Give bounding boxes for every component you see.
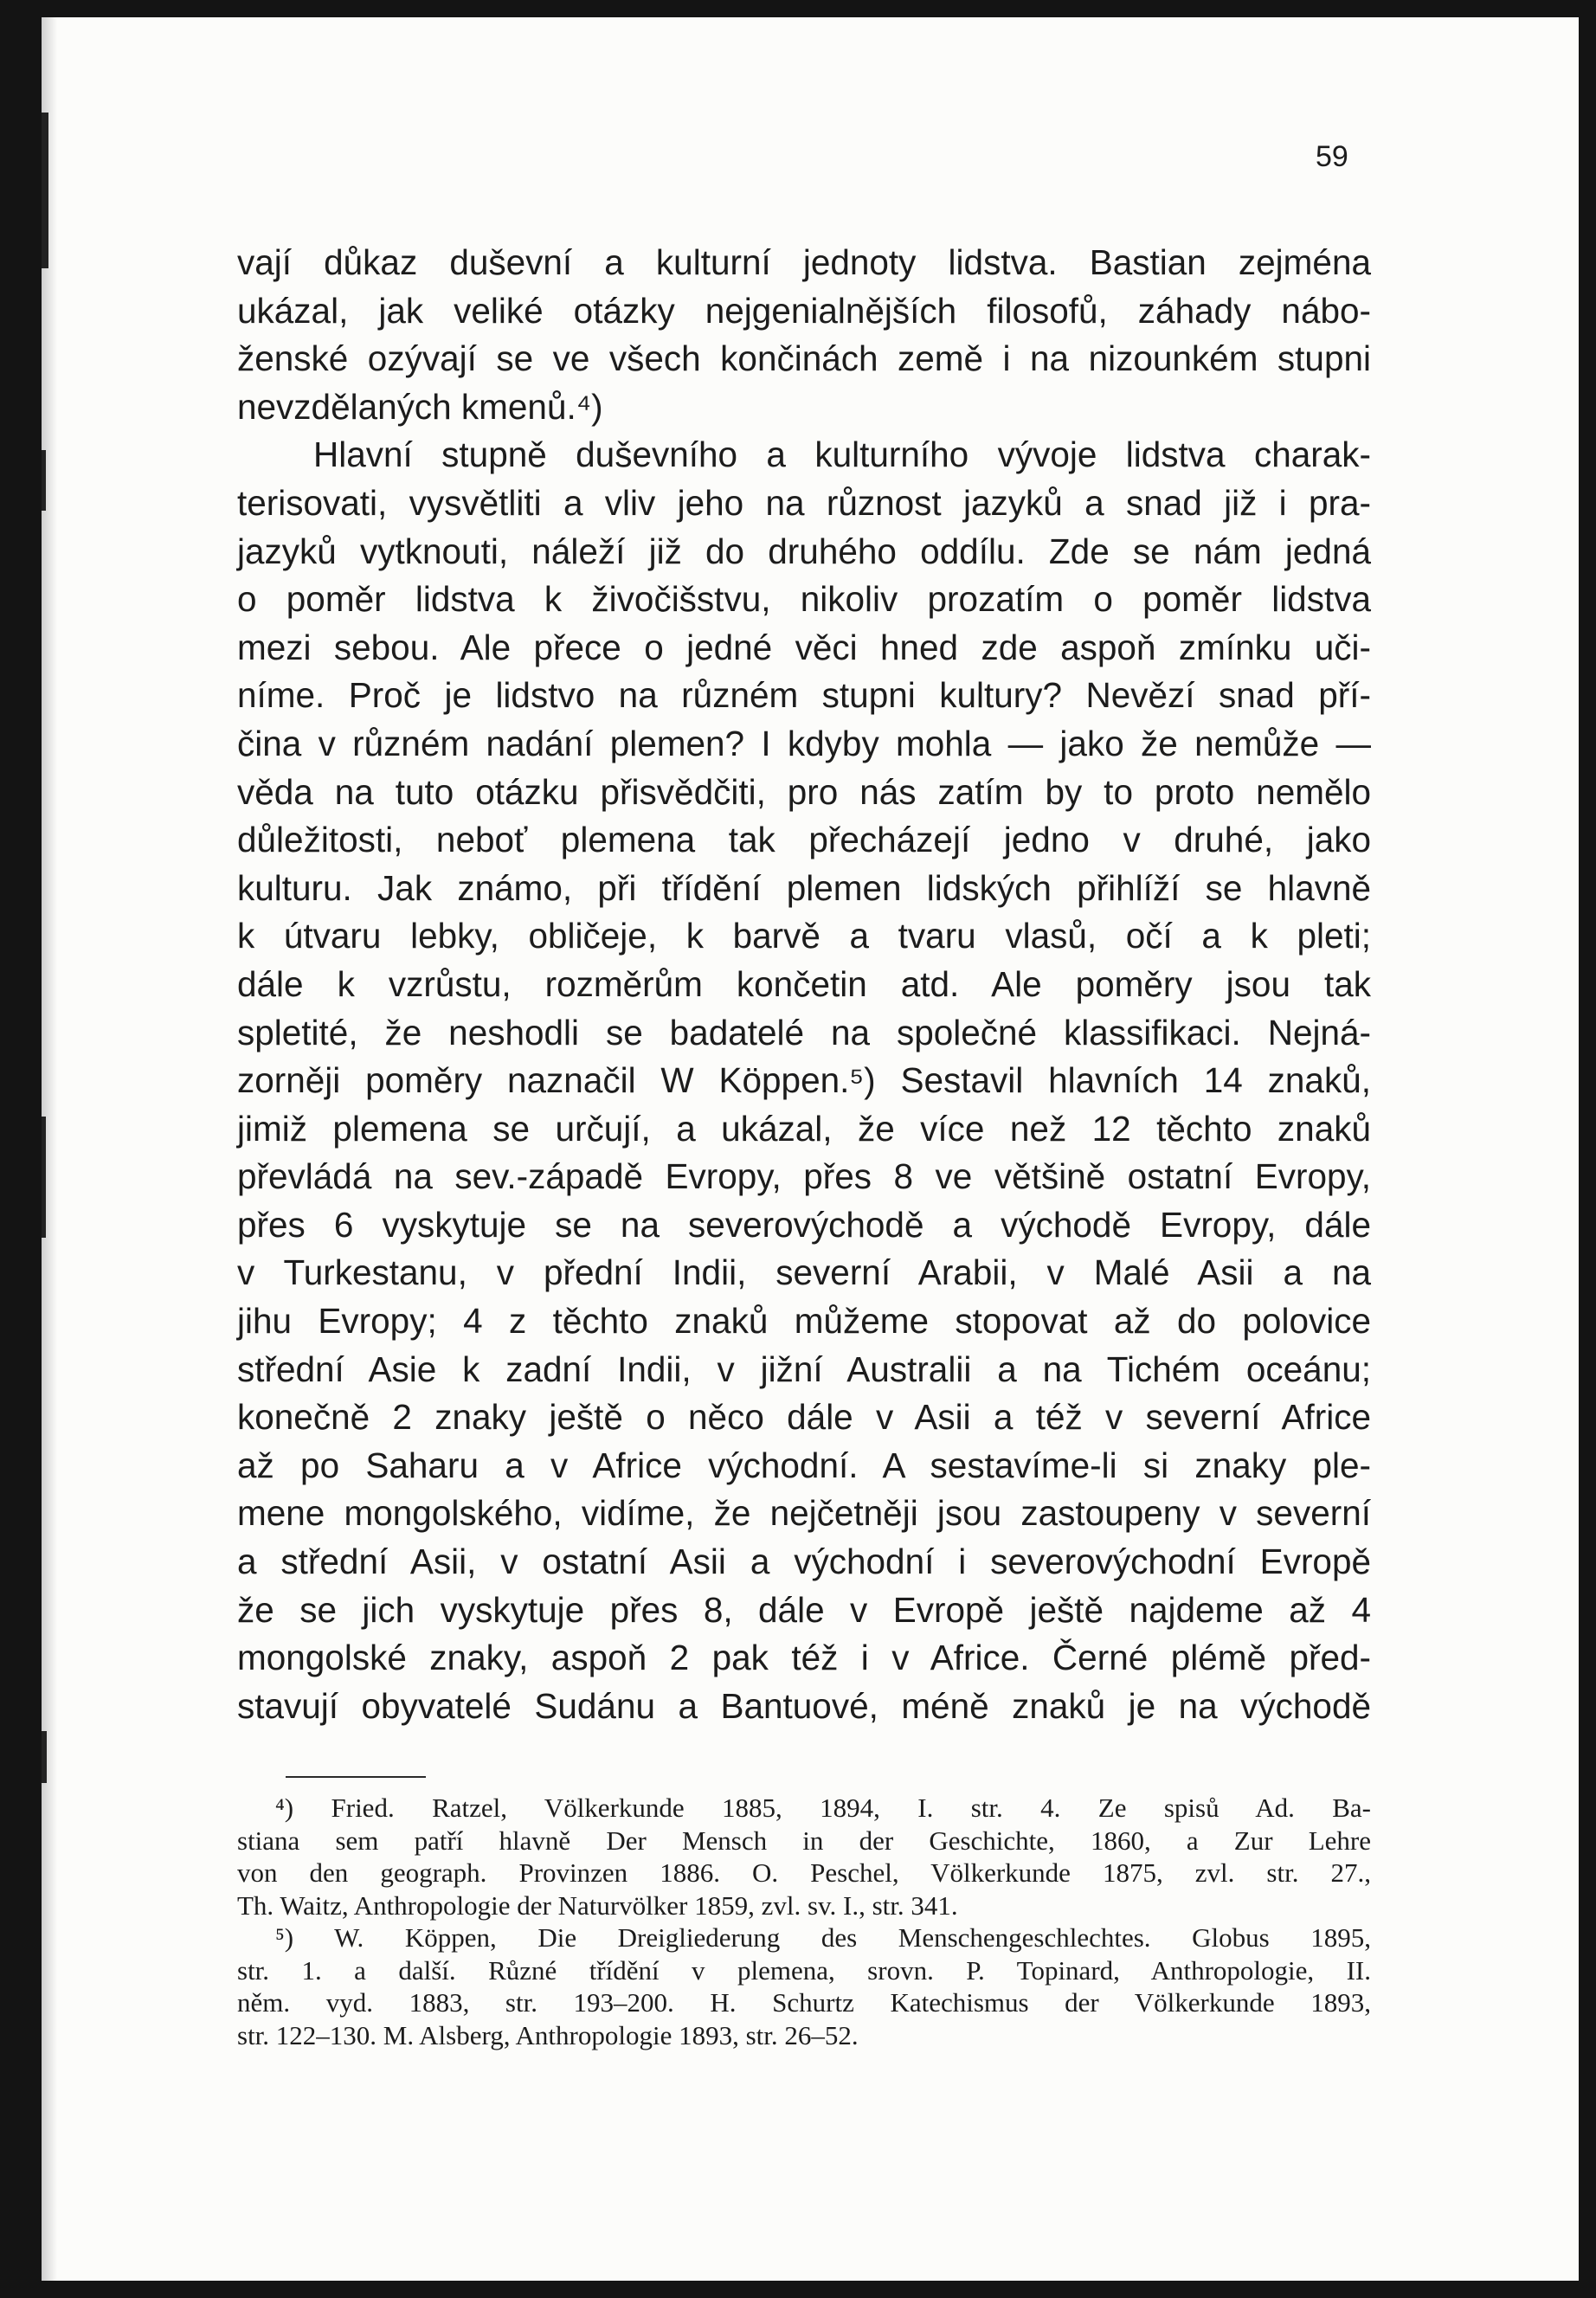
text-line: střední Asie k zadní Indii, v jižní Australii a na Tichém oceánu; [237, 1349, 1371, 1389]
text-line: přes 6 vyskytuje se na severovýchodě a východě Evropy, dále [237, 1204, 1371, 1245]
margin-mark [42, 1731, 47, 1783]
text-line: konečně 2 znaky ještě o něco dále v Asii a též v severní Africe [237, 1397, 1371, 1438]
margin-mark [42, 450, 46, 511]
text-line: jihu Evropy; 4 z těchto znaků můžeme stopovat až do polovice [237, 1301, 1371, 1342]
text-line: čina v různém nadání plemen? I kdyby mohla — jako že nemůže — [237, 723, 1371, 763]
text-line: že se jich vyskytuje přes 8, dále v Evropě ještě najdeme až 4 [237, 1589, 1371, 1630]
text-line: spletité, že neshodli se badatelé na společné klassifikaci. Nejná- [237, 1012, 1371, 1052]
footnote-rule [286, 1776, 426, 1778]
footnote-line: Th. Waitz, Anthropologie der Naturvölker 1859, zvl. sv. I., str. 341. [237, 1889, 958, 1921]
text-line: vají důkaz duševní a kulturní jednoty lidstva. Bastian zejména [237, 242, 1371, 282]
book-page [42, 17, 1579, 2281]
text-line: věda na tuto otázku přisvědčiti, pro nás zatím by to proto nemělo [237, 771, 1371, 812]
text-line: mongolské znaky, aspoň 2 pak též i v Africe. Černé plémě před- [237, 1638, 1371, 1678]
footnote-line: ⁵) W. Köppen, Die Dreigliederung des Menschengeschlechtes. Globus 1895, [275, 1922, 1371, 1953]
text-line: dále k vzrůstu, rozměrům končetin atd. Ale poměry jsou tak [237, 963, 1371, 1004]
text-line: jimiž plemena se určují, a ukázal, že více než 12 těchto znaků [237, 1108, 1371, 1149]
footnote-line: něm. vyd. 1883, str. 193–200. H. Schurtz Katechismus der Völkerkunde 1893, [237, 1987, 1371, 2018]
text-line: a střední Asii, v ostatní Asii a východní i severovýchodní Evropě [237, 1542, 1371, 1582]
footnotes [237, 1792, 1371, 2051]
margin-mark [42, 1117, 46, 1238]
footnote-line: ⁴) Fried. Ratzel, Völkerkunde 1885, 1894, I. str. 4. Ze spisů Ad. Ba- [275, 1793, 1371, 1823]
footnote-line: von den geograph. Provinzen 1886. O. Peschel, Völkerkunde 1875, zvl. str. 27., [237, 1857, 1371, 1888]
margin-mark [42, 113, 48, 268]
text-line: převládá na sev.-západě Evropy, přes 8 ve většině ostatní Evropy, [237, 1156, 1371, 1197]
text-line: až po Saharu a v Africe východní. A sestavíme-li si znaky ple- [237, 1445, 1371, 1485]
footnote-line: str. 122–130. M. Alsberg, Anthropologie 1893, str. 26–52. [237, 2019, 859, 2050]
text-line: v Turkestanu, v přední Indii, severní Arabii, v Malé Asii a na [237, 1252, 1371, 1293]
text-line: mene mongolského, vidíme, že nejčetněji jsou zastoupeny v severní [237, 1493, 1371, 1534]
footnote-line: str. 1. a další. Různé třídění v plemena, srovn. P. Topinard, Anthropologie, II. [237, 1954, 1371, 1986]
text-line: mezi sebou. Ale přece o jedné věci hned zde aspoň zmínku uči- [237, 627, 1371, 667]
text-line: Hlavní stupně duševního a kulturního vývoje lidstva charak- [313, 434, 1371, 475]
text-line: jazyků vytknouti, náleží již do druhého oddílu. Zde se nám jedná [237, 531, 1371, 571]
text-line: ukázal, jak veliké otázky nejgenialnějších filosofů, záhady nábo- [237, 290, 1371, 331]
page-number: 59 [1316, 140, 1348, 173]
text-line: stavují obyvatelé Sudánu a Bantuové, méně znaků je na východě [237, 1685, 1371, 1726]
text-line: nevzdělaných kmenů.⁴) [237, 386, 603, 427]
footnote-line: stiana sem patří hlavně Der Mensch in der Geschichte, 1860, a Zur Lehre [237, 1825, 1371, 1856]
text-line: ženské ozývají se ve všech končinách země i na nizounkém stupni [237, 338, 1371, 379]
body-text [237, 239, 1371, 1730]
text-line: níme. Proč je lidstvo na různém stupni kultury? Nevězí snad pří- [237, 675, 1371, 716]
text-line: k útvaru lebky, obličeje, k barvě a tvaru vlasů, očí a k pleti; [237, 916, 1371, 956]
text-line: důležitosti, neboť plemena tak přecházejí jedno v druhé, jako [237, 820, 1371, 860]
text-line: terisovati, vysvětliti a vliv jeho na různost jazyků a snad již i pra- [237, 482, 1371, 523]
text-line: zorněji poměry naznačil W Köppen.⁵) Sestavil hlavních 14 znaků, [237, 1060, 1371, 1101]
text-line: o poměr lidstva k živočišstvu, nikoliv prozatím o poměr lidstva [237, 579, 1371, 620]
text-line: kulturu. Jak známo, při třídění plemen lidských přihlíží se hlavně [237, 867, 1371, 908]
